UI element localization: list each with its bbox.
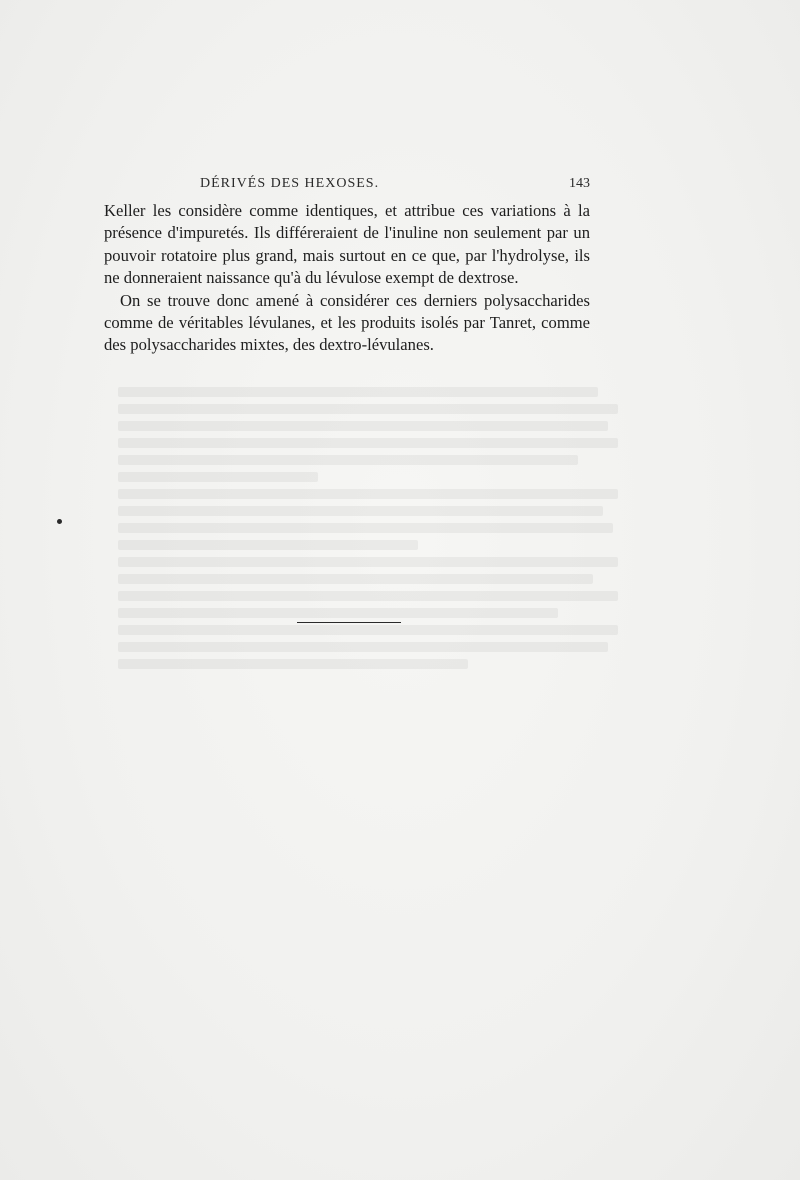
- paragraph: On se trouve donc amené à considérer ces derniers polysaccharides comme de véritables lévulanes, et les produits isolés par Tanret, comme des polysaccharides mixtes, des dextro-lévulanes.: [104, 290, 590, 355]
- end-rule: [297, 622, 401, 623]
- body-text: [104, 200, 590, 357]
- page-number: 143: [569, 176, 590, 191]
- show-through-text: [118, 380, 618, 940]
- ink-speck: [57, 519, 62, 524]
- running-title: DÉRIVÉS DES HEXOSES.: [200, 176, 380, 191]
- running-head: [104, 176, 590, 194]
- paragraph: Keller les considère comme identiques, et attribue ces variations à la présence d'impuretés. Ils différeraient de l'inuline non seulement par un pouvoir rotatoire plus grand, mais surtout en ce que, par l'hydrolyse, ils ne donneraient naissance qu'à du lévulose exempt de dextrose.: [104, 201, 590, 288]
